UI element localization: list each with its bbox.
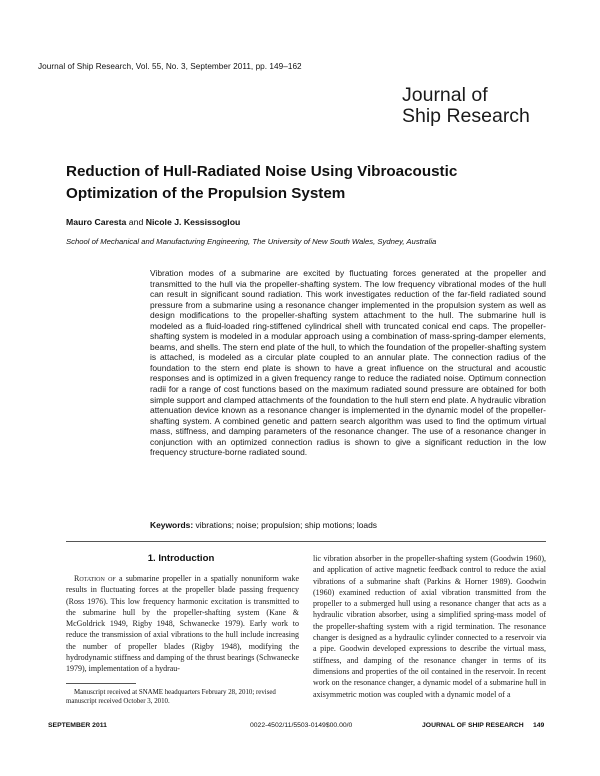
journal-name <box>402 85 530 127</box>
keywords-label: Keywords: <box>150 520 194 530</box>
section-heading-introduction: 1. Introduction <box>147 553 215 564</box>
divider <box>66 541 546 542</box>
keywords-list: vibrations; noise; propulsion; ship motions; loads <box>195 520 378 530</box>
lead-in-word: Rotation of <box>74 574 116 583</box>
journal-name-line2: Ship Research <box>402 105 530 127</box>
footnote: Manuscript received at SNAME headquarters February 28, 2010; revised manuscript received October 3, 2010. <box>66 689 276 706</box>
journal-name-line1: Journal of <box>402 84 488 106</box>
footnote-rule <box>66 683 136 684</box>
author-conjunction: and <box>128 217 144 227</box>
article-title: Reduction of Hull-Radiated Noise Using Vibroacoustic Optimization of the Propulsion System <box>66 163 458 202</box>
author-1: Mauro Caresta <box>66 217 127 227</box>
abstract: Vibration modes of a submarine are excited by fluctuating forces generated at the propeller and transmitted to the hull via the propeller-shafting system. The low frequency vibrational modes of the hull can result in significant sound radiation. This work investigates reduction of the far-field radiated sound pressure from a submarine using a resonance changer implemented in the propulsion system as well as design modifications to the propeller-shafting system attachment to the hull. The submarine hull is modeled as a fluid-loaded ring-stiffened cylindrical shell with truncated conical end caps. The propeller-shafting system is modeled in a modular approach using a combination of mass-spring-damper elements, beams, and shells. The stern end plate of the hull, to which the foundation of the propeller-shafting system is attached, is modeled as a circular plate coupled to an annular plate. The connection radius of the foundation to the stern end plate is shown to have a great influence on the structural and acoustic responses and is optimized in a given frequency range to reduce the radiated noise. Optimum connection radii for a range of cost functions based on the maximum radiated sound pressure are obtained for both simple support and clamped attachments of the foundation to the hull stern end plate. A hydraulic vibration attenuation device known as a resonance changer is implemented in the dynamic model of the propeller-shafting system. A combined genetic and pattern search algorithm was used to find the optimum virtual mass, stiffness, and damping parameters of the resonance changer. The use of a resonance changer in conjunction with an optimized connection radius is shown to give a significant reduction in the low frequency structure-borne radiated sound. <box>150 268 546 458</box>
affiliation: School of Mechanical and Manufacturing Engineering, The University of New South Wales, Sydney, Australia <box>66 237 437 246</box>
footer-code: 0022-4502/11/5503-0149$00.00/0 <box>250 722 353 729</box>
footer-date: SEPTEMBER 2011 <box>48 722 107 729</box>
journal-citation: Journal of Ship Research, Vol. 55, No. 3, September 2011, pp. 149–162 <box>38 62 302 71</box>
footer-journal: JOURNAL OF SHIP RESEARCH <box>422 722 524 729</box>
authors <box>66 217 240 227</box>
body-column-1 <box>66 573 299 675</box>
author-2: Nicole J. Kessissoglou <box>145 217 241 227</box>
keywords <box>150 520 377 530</box>
body-column-2: lic vibration absorber in the propeller-shafting system (Goodwin 1960), and application of active magnetic feedback control to reduce the axial vibrations of a submarine shaft (Parkins & Horner 1989). Goodwin (1960) examined reduction of axial vibration transmitted from the propeller to a submerged hull using a resonance changer that acts as a hydraulic vibration absorber, using a simplified spring-mass model of the propeller-shafting system with a rigid termination. The resonance changer is designed as a hydraulic cylinder connected to a reservoir via a pipe. Goodwin developed expressions to describe the virtual mass, stiffness, and damping of the resonance changer in terms of its dimensions and properties of the oil contained in the reservoir. In recent work on the resonance changer, a dynamic model of a submarine hull in axisymmetric motion was coupled with a dynamic model of a <box>313 554 546 699</box>
body-column-1-text: a submarine propeller in a spatially nonuniform wake results in fluctuating forces at the propeller blade passing frequency (Ross 1976). This low frequency harmonic excitation is transmitted to the submarine hull by the propeller-shafting system (Kane & McGoldrick 1949, Rigby 1948, Schwanecke 1979). Early work to reduce the transmission of axial vibrations to the hull include increasing the number of propeller blades (Rigby 1948), modifying the hydrodynamic stiffness and damping of the thrust bearings (Schwanecke 1979), implementation of a hydrau- <box>66 574 299 674</box>
page-number: 149 <box>533 722 545 729</box>
